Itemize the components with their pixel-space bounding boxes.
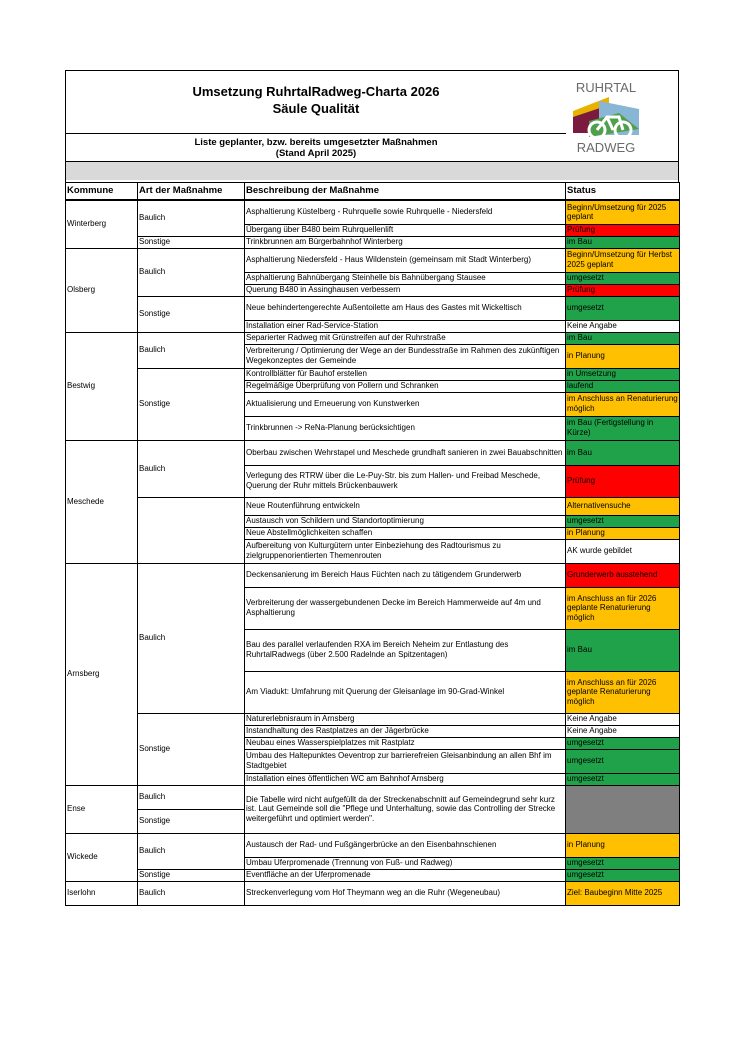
art-cell: Baulich bbox=[138, 563, 245, 713]
status-cell: im Anschluss an für 2026 geplante Renaturierung möglich bbox=[566, 587, 680, 629]
table-header-row bbox=[66, 183, 680, 201]
art-cell: Sonstige bbox=[138, 236, 245, 248]
art-cell: Baulich bbox=[138, 332, 245, 368]
beschreibung-cell: Neue Routenführung entwickeln bbox=[245, 497, 566, 515]
status-cell: Beginn/Umsetzung für 2025 geplant bbox=[566, 200, 680, 224]
logo-text-top: RUHRTAL bbox=[575, 80, 637, 95]
status-cell: Keine Angabe bbox=[566, 320, 680, 332]
beschreibung-cell: Umbau des Haltepunktes Oeventrop zur barrierefreien Gleisanbindung an allen Bhf im Stadtgebiet bbox=[245, 749, 566, 773]
status-cell: umgesetzt bbox=[566, 272, 680, 284]
table-row bbox=[66, 200, 680, 224]
art-cell: Sonstige bbox=[138, 809, 245, 833]
status-cell: im Bau (Fertigstellung in Kürze) bbox=[566, 416, 680, 440]
status-cell: in Planung bbox=[566, 833, 680, 857]
charta-sheet bbox=[65, 70, 679, 906]
document-title: Umsetzung RuhrtalRadweg-Charta 2026 bbox=[192, 84, 440, 99]
table-row bbox=[66, 296, 680, 320]
status-cell: Alternativensuche bbox=[566, 497, 680, 515]
table-row bbox=[66, 497, 680, 515]
table-row bbox=[66, 236, 680, 248]
status-cell: laufend bbox=[566, 380, 680, 392]
status-cell: Keine Angabe bbox=[566, 713, 680, 725]
art-cell: Baulich bbox=[138, 833, 245, 869]
status-cell: im Anschluss an für 2026 geplante Renaturierung möglich bbox=[566, 671, 680, 713]
measures-table bbox=[65, 182, 680, 906]
art-cell: Baulich bbox=[138, 440, 245, 497]
status-cell: in Planung bbox=[566, 527, 680, 539]
status-cell: umgesetzt bbox=[566, 869, 680, 881]
art-cell bbox=[138, 497, 245, 563]
beschreibung-cell: Neue behindertengerechte Außentoilette am Haus des Gastes mit Wickeltisch bbox=[245, 296, 566, 320]
art-cell: Sonstige bbox=[138, 713, 245, 785]
table-row bbox=[66, 869, 680, 881]
beschreibung-cell: Umbau Uferpromenade (Trennung von Fuß- und Radweg) bbox=[245, 857, 566, 869]
column-header-art: Art der Maßnahme bbox=[138, 183, 245, 201]
beschreibung-cell: Verbreiterung / Optimierung der Wege an der Bundesstraße im Rahmen des zukünftigen Wegekonzeptes der Gemeinde bbox=[245, 344, 566, 368]
beschreibung-cell: Deckensanierung im Bereich Haus Füchten nach zu tätigendem Grunderwerb bbox=[245, 563, 566, 587]
beschreibung-cell: Austausch von Schildern und Standortoptimierung bbox=[245, 515, 566, 527]
list-date: (Stand April 2025) bbox=[275, 148, 357, 159]
beschreibung-cell: Verbreiterung der wassergebundenen Decke im Bereich Hammerweide auf 4m und Asphaltierung bbox=[245, 587, 566, 629]
beschreibung-cell: Eventfläche an der Uferpromenade bbox=[245, 869, 566, 881]
beschreibung-cell: Oberbau zwischen Wehrstapel und Meschede grundhaft sanieren in zwei Bauabschnitten bbox=[245, 440, 566, 465]
kommune-cell: Winterberg bbox=[66, 200, 138, 248]
beschreibung-cell: Trinkbrunnen am Bürgerbahnhof Winterberg bbox=[245, 236, 566, 248]
beschreibung-cell: Asphaltierung Niedersfeld - Haus Wildenstein (gemeinsam mit Stadt Winterberg) bbox=[245, 248, 566, 272]
table-row bbox=[66, 563, 680, 587]
status-cell: Prüfung bbox=[566, 465, 680, 497]
table-row bbox=[66, 248, 680, 272]
art-cell: Sonstige bbox=[138, 296, 245, 332]
beschreibung-cell: Querung B480 in Assinghausen verbessern bbox=[245, 284, 566, 296]
beschreibung-cell: Übergang über B480 beim Ruhrquellenlift bbox=[245, 224, 566, 236]
table-row bbox=[66, 368, 680, 380]
beschreibung-cell: Am Viadukt: Umfahrung mit Querung der Gleisanlage im 90-Grad-Winkel bbox=[245, 671, 566, 713]
beschreibung-cell: Neue Abstellmöglichkeiten schaffen bbox=[245, 527, 566, 539]
table-row bbox=[66, 785, 680, 809]
table-row bbox=[66, 332, 680, 344]
kommune-cell: Meschede bbox=[66, 440, 138, 563]
beschreibung-cell: Neubau eines Wasserspielplatzes mit Rastplatz bbox=[245, 737, 566, 749]
table-row bbox=[66, 881, 680, 905]
status-cell: im Bau bbox=[566, 236, 680, 248]
beschreibung-cell: Die Tabelle wird nicht aufgefüllt da der Streckenabschnitt auf Gemeindegrund sehr kurz ist. Laut Gemeinde soll die "Pflege und Unterhaltung, sowie das Controlling der Strecke weitergeführt und optimiert werden". bbox=[245, 785, 566, 833]
table-body bbox=[66, 200, 680, 905]
status-cell: umgesetzt bbox=[566, 296, 680, 320]
beschreibung-cell: Asphaltierung Bahnübergang Steinhelle bis Bahnübergang Stausee bbox=[245, 272, 566, 284]
beschreibung-cell: Naturerlebnisraum in Arnsberg bbox=[245, 713, 566, 725]
column-header-beschreibung: Beschreibung der Maßnahme bbox=[245, 183, 566, 201]
status-cell: umgesetzt bbox=[566, 857, 680, 869]
art-cell: Baulich bbox=[138, 785, 245, 809]
ruhrtalradweg-logo bbox=[569, 77, 643, 155]
status-cell: Keine Angabe bbox=[566, 725, 680, 737]
beschreibung-cell: Regelmäßige Überprüfung von Pollern und Schranken bbox=[245, 380, 566, 392]
header-separator-band bbox=[65, 161, 679, 180]
beschreibung-cell: Separierter Radweg mit Grünstreifen auf der Ruhrstraße bbox=[245, 332, 566, 344]
status-cell: Prüfung bbox=[566, 224, 680, 236]
beschreibung-cell: Verlegung des RTRW über die Le-Puy-Str. bis zum Hallen- und Freibad Meschede, Querung der Ruhr mittels Brückenbauwerk bbox=[245, 465, 566, 497]
kommune-cell: Bestwig bbox=[66, 332, 138, 440]
status-cell: in Planung bbox=[566, 344, 680, 368]
art-cell: Sonstige bbox=[138, 368, 245, 440]
status-cell: umgesetzt bbox=[566, 749, 680, 773]
logo-graphic bbox=[569, 77, 643, 155]
status-cell: Prüfung bbox=[566, 284, 680, 296]
column-header-status: Status bbox=[566, 183, 680, 201]
beschreibung-cell: Austausch der Rad- und Fußgängerbrücke an den Eisenbahnschienen bbox=[245, 833, 566, 857]
list-subtitle-box bbox=[66, 133, 566, 161]
table-row bbox=[66, 833, 680, 857]
art-cell: Baulich bbox=[138, 881, 245, 905]
status-cell: in Umsetzung bbox=[566, 368, 680, 380]
art-cell: Baulich bbox=[138, 248, 245, 296]
beschreibung-cell: Installation einer Rad-Service-Station bbox=[245, 320, 566, 332]
beschreibung-cell: Streckenverlegung vom Hof Theymann weg an die Ruhr (Wegeneubau) bbox=[245, 881, 566, 905]
beschreibung-cell: Installation eines öffentlichen WC am Bahnhof Arnsberg bbox=[245, 773, 566, 785]
status-cell: umgesetzt bbox=[566, 515, 680, 527]
beschreibung-cell: Asphaltierung Küstelberg - Ruhrquelle sowie Ruhrquelle - Niedersfeld bbox=[245, 200, 566, 224]
status-cell: umgesetzt bbox=[566, 737, 680, 749]
status-cell: AK wurde gebildet bbox=[566, 539, 680, 563]
kommune-cell: Ense bbox=[66, 785, 138, 833]
status-cell: Ziel: Baubeginn Mitte 2025 bbox=[566, 881, 680, 905]
status-cell: im Bau bbox=[566, 440, 680, 465]
column-header-kommune: Kommune bbox=[66, 183, 138, 201]
status-cell: umgesetzt bbox=[566, 773, 680, 785]
status-cell: Beginn/Umsetzung für Herbst 2025 geplant bbox=[566, 248, 680, 272]
document-header bbox=[65, 70, 679, 161]
kommune-cell: Arnsberg bbox=[66, 563, 138, 785]
kommune-cell: Wickede bbox=[66, 833, 138, 881]
beschreibung-cell: Kontrollblätter für Bauhof erstellen bbox=[245, 368, 566, 380]
document-subtitle-pillar: Säule Qualität bbox=[272, 101, 360, 116]
logo-text-bottom: RADWEG bbox=[576, 140, 636, 155]
kommune-cell: Iserlohn bbox=[66, 881, 138, 905]
table-row bbox=[66, 440, 680, 465]
status-cell: im Anschluss an Renaturierung möglich bbox=[566, 392, 680, 416]
beschreibung-cell: Bau des parallel verlaufenden RXA im Bereich Neheim zur Entlastung des RuhrtalRadwegs (über 2.500 Radelnde an Spitzentagen) bbox=[245, 629, 566, 671]
beschreibung-cell: Instandhaltung des Rastplatzes an der Jägerbrücke bbox=[245, 725, 566, 737]
beschreibung-cell: Aufbereitung von Kulturgütern unter Einbeziehung des Radtourismus zu zielgruppenorientierten Themenrouten bbox=[245, 539, 566, 563]
status-cell: Grunderwerb ausstehend bbox=[566, 563, 680, 587]
list-subtitle: Liste geplanter, bzw. bereits umgesetzter Maßnahmen bbox=[194, 137, 438, 148]
art-cell: Sonstige bbox=[138, 869, 245, 881]
status-cell bbox=[566, 785, 680, 833]
beschreibung-cell: Aktualisierung und Erneuerung von Kunstwerken bbox=[245, 392, 566, 416]
table-row bbox=[66, 713, 680, 725]
status-cell: im Bau bbox=[566, 629, 680, 671]
beschreibung-cell: Trinkbrunnen -> ReNa-Planung berücksichtigen bbox=[245, 416, 566, 440]
status-cell: im Bau bbox=[566, 332, 680, 344]
kommune-cell: Olsberg bbox=[66, 248, 138, 332]
art-cell: Baulich bbox=[138, 200, 245, 236]
